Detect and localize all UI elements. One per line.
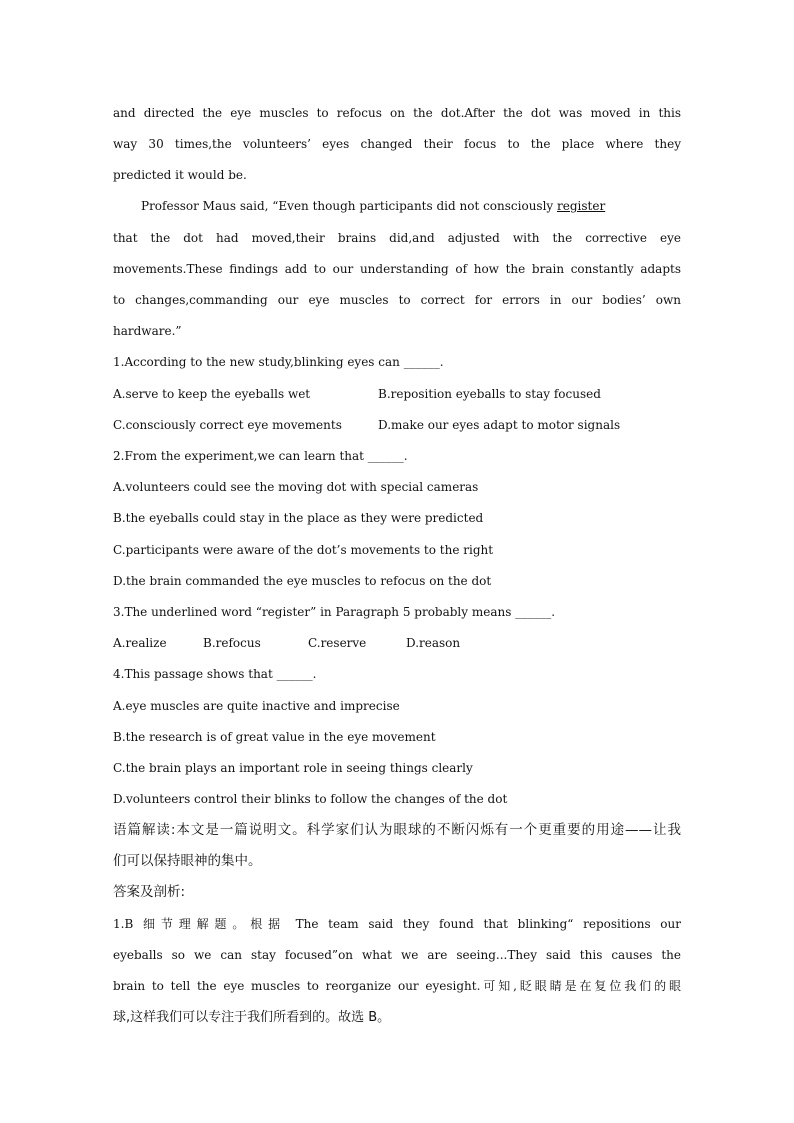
answer-heading: 答案及剖析: — [113, 884, 186, 900]
underlined-word: register — [557, 199, 606, 213]
question-stem: 4.This passage shows that ______. — [113, 667, 317, 681]
paragraph-line: that the dot had moved,their brains did,and adjusted with the corrective eye — [113, 231, 681, 245]
paragraph-line — [141, 198, 681, 214]
question-stem: 2.From the experiment,we can learn that ______. — [113, 449, 408, 463]
option-a: A.eye muscles are quite inactive and imprecise — [113, 699, 400, 713]
option-d: D.reason — [406, 636, 461, 650]
option-a: A.realize — [113, 636, 167, 650]
option-d: D.volunteers control their blinks to follow the changes of the dot — [113, 792, 508, 806]
option-a: A.serve to keep the eyeballs wet — [113, 387, 311, 401]
question-stem: 3.The underlined word “register” in Paragraph 5 probably means ______. — [113, 605, 556, 619]
option-d: D.the brain commanded the eye muscles to refocus on the dot — [113, 574, 492, 588]
passage-line: way 30 times,the volunteers’ eyes changed their focus to the place where they — [113, 137, 681, 151]
answer-line: eyeballs so we can stay focused”on what we are seeing...They said this causes the — [113, 948, 681, 962]
paragraph-line: hardware.” — [113, 324, 182, 338]
option-b: B.the eyeballs could stay in the place as they were predicted — [113, 511, 484, 525]
question-stem: 1.According to the new study,blinking eyes can ______. — [113, 355, 444, 369]
paragraph-line: to changes,commanding our eye muscles to correct for errors in our bodies’ own — [113, 293, 681, 307]
option-c: C.participants were aware of the dot’s movements to the right — [113, 543, 494, 557]
passage-line: predicted it would be. — [113, 168, 247, 182]
interpretation-line: 们可以保持眼神的集中。 — [113, 853, 262, 869]
option-b: B.the research is of great value in the eye movement — [113, 730, 436, 744]
paragraph-text: Professor Maus said, “Even though participants did not consciously — [141, 199, 558, 213]
answer-line: 1.B 细节理解题。根据 The team said they found that blinking“ repositions our — [113, 917, 681, 931]
option-c: C.consciously correct eye movements — [113, 418, 342, 432]
option-c: C.reserve — [308, 636, 367, 650]
option-b: B.refocus — [203, 636, 261, 650]
answer-line: 球,这样我们可以专注于我们所看到的。故选 B。 — [113, 1010, 391, 1025]
answer-line: brain to tell the eye muscles to reorganize our eyesight.可知,眨眼睛是在复位我们的眼 — [113, 979, 681, 993]
interpretation-line: 语篇解读:本文是一篇说明文。科学家们认为眼球的不断闪烁有一个更重要的用途——让我 — [113, 822, 681, 838]
option-b: B.reposition eyeballs to stay focused — [378, 387, 601, 401]
paragraph-line: movements.These findings add to our understanding of how the brain constantly adapts — [113, 262, 681, 276]
option-a: A.volunteers could see the moving dot with special cameras — [113, 480, 479, 494]
option-c: C.the brain plays an important role in seeing things clearly — [113, 761, 473, 775]
option-d: D.make our eyes adapt to motor signals — [378, 418, 621, 432]
passage-line: and directed the eye muscles to refocus on the dot.After the dot was moved in this — [113, 106, 681, 120]
